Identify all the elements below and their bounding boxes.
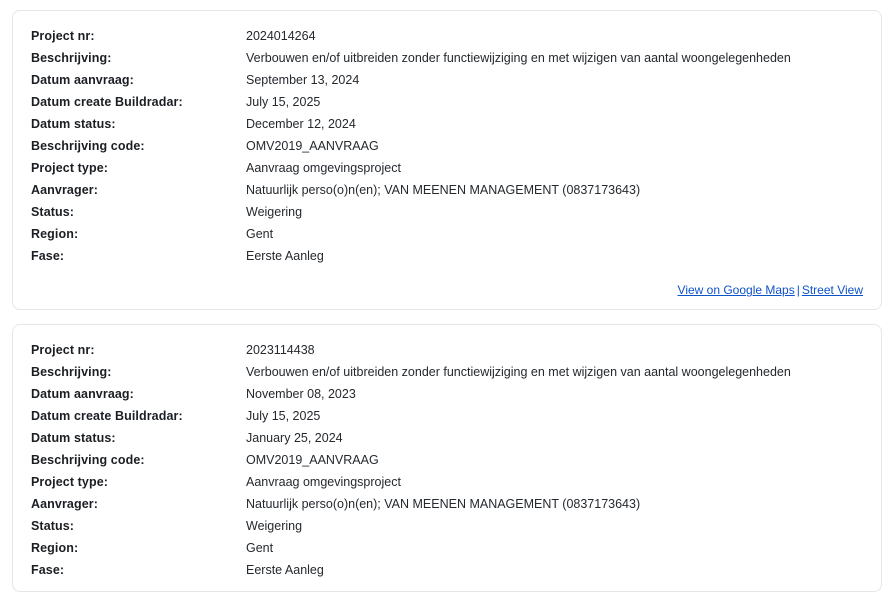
field-value-project-type: Aanvraag omgevingsproject [246,475,401,489]
field-row-fase [31,559,863,581]
field-value-project-nr: 2024014264 [246,29,316,43]
field-value-project-type: Aanvraag omgevingsproject [246,161,401,175]
field-row-region [31,537,863,559]
project-card [12,324,882,592]
field-value-beschrijving: Verbouwen en/of uitbreiden zonder functiewijziging en met wijzigen van aantal woongelegenheden [246,51,791,65]
field-label-project-nr: Project nr: [31,29,95,43]
field-label-beschrijving: Beschrijving: [31,51,112,65]
field-label-project-type: Project type: [31,161,109,175]
field-value-fase: Eerste Aanleg [246,563,324,577]
field-label-aanvrager: Aanvrager: [31,183,98,197]
view-on-google-maps-link[interactable]: View on Google Maps [677,283,795,297]
field-label-project-nr: Project nr: [31,343,95,357]
field-label-beschrijving-code: Beschrijving code: [31,139,145,153]
field-value-datum-aanvraag: November 08, 2023 [246,387,356,401]
field-row-aanvrager [31,179,863,201]
field-value-beschrijving: Verbouwen en/of uitbreiden zonder functiewijziging en met wijzigen van aantal woongelegenheden [246,365,791,379]
field-label-datum-create-buildradar: Datum create Buildradar: [31,95,183,109]
field-value-fase: Eerste Aanleg [246,249,324,263]
field-row-beschrijving-code [31,449,863,471]
field-row-beschrijving [31,47,863,69]
field-row-project-type [31,157,863,179]
field-label-region: Region: [31,541,79,555]
card-links [31,283,863,297]
field-value-region: Gent [246,541,274,555]
field-value-aanvrager: Natuurlijk perso(o)n(en); VAN MEENEN MANAGEMENT (0837173643) [246,497,641,511]
field-label-beschrijving-code: Beschrijving code: [31,453,145,467]
field-row-aanvrager [31,493,863,515]
field-label-beschrijving: Beschrijving: [31,365,112,379]
field-value-status: Weigering [246,519,303,533]
field-label-datum-status: Datum status: [31,431,116,445]
link-separator: | [796,283,800,297]
field-row-status [31,515,863,537]
field-label-project-type: Project type: [31,475,109,489]
field-row-datum-create-buildradar [31,405,863,427]
project-card [12,10,882,310]
field-label-datum-aanvraag: Datum aanvraag: [31,387,134,401]
field-label-datum-create-buildradar: Datum create Buildradar: [31,409,183,423]
field-value-beschrijving-code: OMV2019_AANVRAAG [246,139,379,153]
field-row-region [31,223,863,245]
field-row-datum-aanvraag [31,383,863,405]
field-value-datum-status: December 12, 2024 [246,117,356,131]
field-row-datum-aanvraag [31,69,863,91]
field-value-beschrijving-code: OMV2019_AANVRAAG [246,453,379,467]
field-row-project-type [31,471,863,493]
field-value-aanvrager: Natuurlijk perso(o)n(en); VAN MEENEN MANAGEMENT (0837173643) [246,183,641,197]
field-label-datum-aanvraag: Datum aanvraag: [31,73,134,87]
field-row-beschrijving-code [31,135,863,157]
field-row-datum-status [31,113,863,135]
field-value-datum-status: January 25, 2024 [246,431,343,445]
field-label-datum-status: Datum status: [31,117,116,131]
field-row-beschrijving [31,361,863,383]
field-value-status: Weigering [246,205,303,219]
field-row-status [31,201,863,223]
field-label-region: Region: [31,227,79,241]
field-row-datum-create-buildradar [31,91,863,113]
field-value-region: Gent [246,227,274,241]
street-view-link[interactable]: Street View [801,283,863,297]
field-value-datum-create-buildradar: July 15, 2025 [246,95,321,109]
field-label-fase: Fase: [31,249,65,263]
field-value-datum-aanvraag: September 13, 2024 [246,73,360,87]
field-label-fase: Fase: [31,563,65,577]
field-label-status: Status: [31,519,75,533]
field-value-project-nr: 2023114438 [246,343,315,357]
field-value-datum-create-buildradar: July 15, 2025 [246,409,321,423]
field-row-project-nr [31,25,863,47]
field-label-aanvrager: Aanvrager: [31,497,98,511]
field-label-status: Status: [31,205,75,219]
field-row-project-nr [31,339,863,361]
field-row-fase [31,245,863,267]
field-row-datum-status [31,427,863,449]
